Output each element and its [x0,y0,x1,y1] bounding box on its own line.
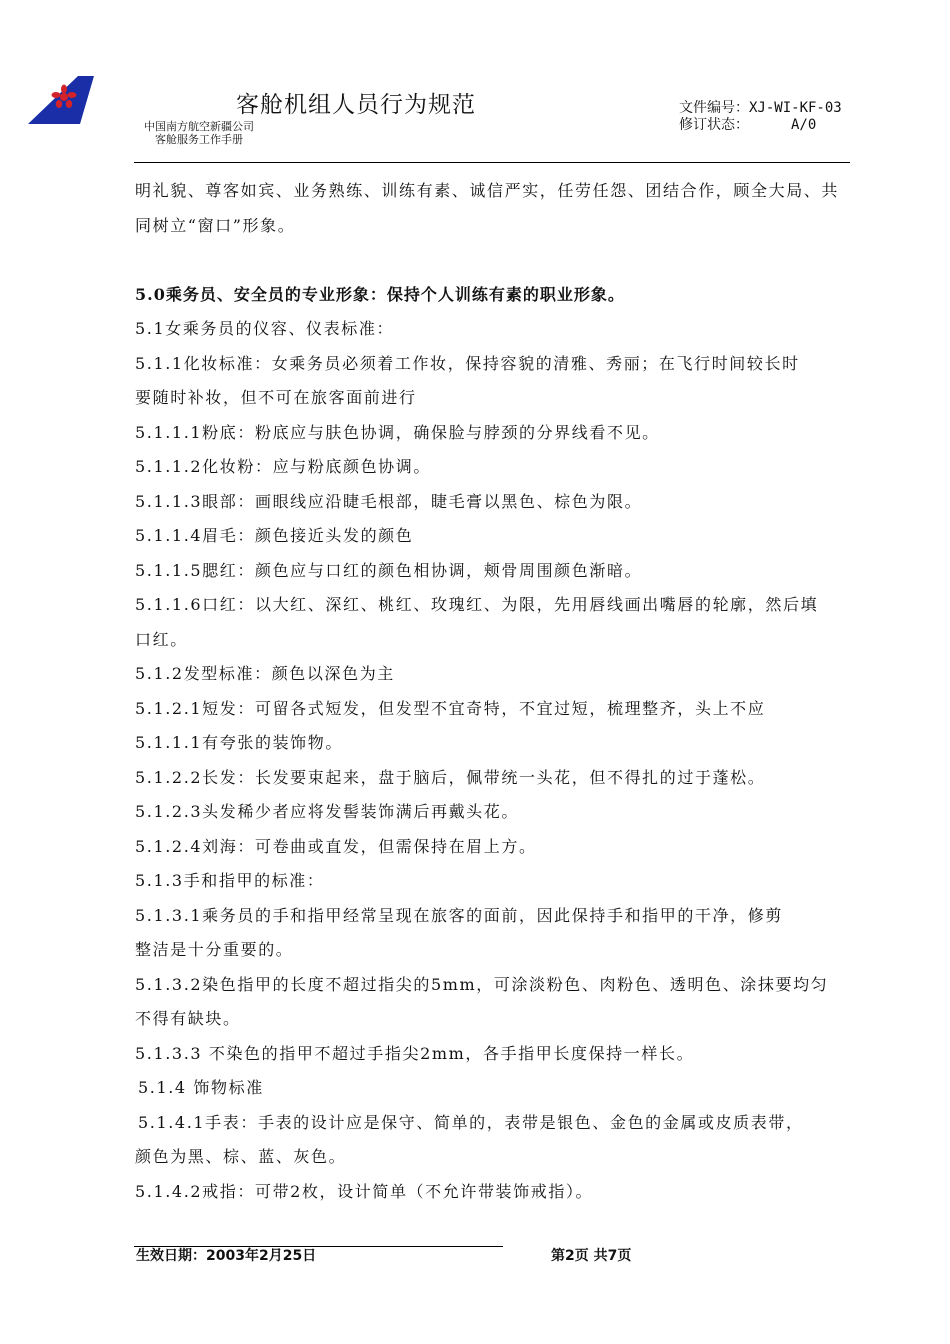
body-line: 口红。 [135,629,188,649]
document-meta [679,100,842,134]
body-line: 5.1.1.5腮红：颜色应与口红的颜色相协调，颊骨周围颜色渐暗。 [135,560,643,580]
revision-row [679,117,842,134]
body-line: 5.1.1.3眼部：画眼线应沿睫毛根部，睫毛膏以黑色、棕色为限。 [135,491,643,511]
body-line: 颜色为黑、棕、蓝、灰色。 [135,1147,347,1166]
body-line: 5.1.1.1有夸张的装饰物。 [135,733,343,752]
doc-number-label: 文件编号： [679,100,749,116]
body-line: 5.1.3.3 不染色的指甲不超过手指尖2mm，各手指甲长度保持一样长。 [135,1043,695,1063]
logo-petal-top [61,85,67,94]
body-line: 5.1.1.2化妆粉：应与粉底颜色协调。 [135,457,431,476]
company-name: 中国南方航空新疆公司 [144,120,254,133]
logo-petal-left [52,92,61,98]
doc-number-row [679,100,842,117]
manual-name: 客舱服务工作手册 [155,133,243,146]
body-line: 5.1.2.4刘海：可卷曲或直发，但需保持在眉上方。 [135,836,537,856]
blank-line [135,243,851,278]
body-line: 5.1.2.3头发稀少者应将发髻装饰满后再戴头花。 [135,802,519,821]
page-number: 第2页 共7页 [551,1248,632,1264]
body-line: 5.1女乘务员的仪容、仪表标准： [135,319,395,338]
doc-number-value: XJ-WI-KF-03 [749,100,842,116]
body-line: 明礼貌、尊客如宾、业务熟练、训练有素、诚信严实，任劳任怨、团结合作，顾全大局、共 [135,181,840,200]
body-line: 5.1.4.1手表：手表的设计应是保守、简单的，表带是银色、金色的金属或皮质表带， [138,1112,804,1132]
body-line: 不得有缺块。 [135,1009,241,1028]
logo-petal-bottom-right [66,100,72,108]
body-line: 5.1.2.2长发：长发要束起来，盘于脑后，佩带统一头花，但不得扎的过于蓬松。 [135,767,766,787]
body-line: 同树立“窗口”形象。 [135,215,296,235]
revision-label: 修订状态： [679,117,749,133]
body-line: 5.1.1.1粉底：粉底应与肤色协调，确保脸与脖颈的分界线看不见。 [135,422,660,442]
logo-petal-bottom-left [56,100,62,108]
body-line: 5.1.3.1乘务员的手和指甲经常呈现在旅客的面前，因此保持手和指甲的干净，修剪 [135,905,783,925]
body-line: 5.1.1.6口红：以大红、深红、桃红、玫瑰红、为限，先用唇线画出嘴唇的轮廓，然后填 [135,595,819,614]
body-line: 5.1.2发型标准：颜色以深色为主 [135,664,395,683]
section-heading: 5.0乘务员、安全员的专业形象：保持个人训练有素的职业形象。 [135,284,625,304]
company-block [144,120,254,146]
body-line: 5.1.3手和指甲的标准： [135,871,325,890]
body-line: 5.1.3.2染色指甲的长度不超过指尖的5mm，可涂淡粉色、肉粉色、透明色、涂抹要均匀 [135,974,829,994]
airline-logo [28,76,94,124]
body-line: 整洁是十分重要的。 [135,940,294,959]
logo-tail-shape [28,76,94,124]
effective-date: 生效日期：2003年2月25日 [136,1248,317,1264]
logo-flower-center [60,93,68,101]
body-line: 要随时补妆，但不可在旅客面前进行 [135,388,417,407]
body-line: 5.1.4 饰物标准 [138,1078,264,1097]
header-divider [134,162,850,163]
body-line: 5.1.2.1短发：可留各式短发，但发型不宜奇特，不宜过短，梳理整齐，头上不应 [135,698,766,718]
body-line: 5.1.1.4眉毛：颜色接近头发的颜色 [135,526,414,545]
document-body [135,174,851,1209]
revision-value: A/0 [791,117,817,133]
document-title: 客舱机组人员行为规范 [236,92,476,118]
body-line: 5.1.4.2戒指：可带2枚，设计简单（不允许带装饰戒指）。 [135,1181,594,1201]
logo-petal-right [68,92,77,98]
body-line: 5.1.1化妆标准：女乘务员必须着工作妆，保持容貌的清雅、秀丽；在飞行时间较长时 [135,353,800,373]
